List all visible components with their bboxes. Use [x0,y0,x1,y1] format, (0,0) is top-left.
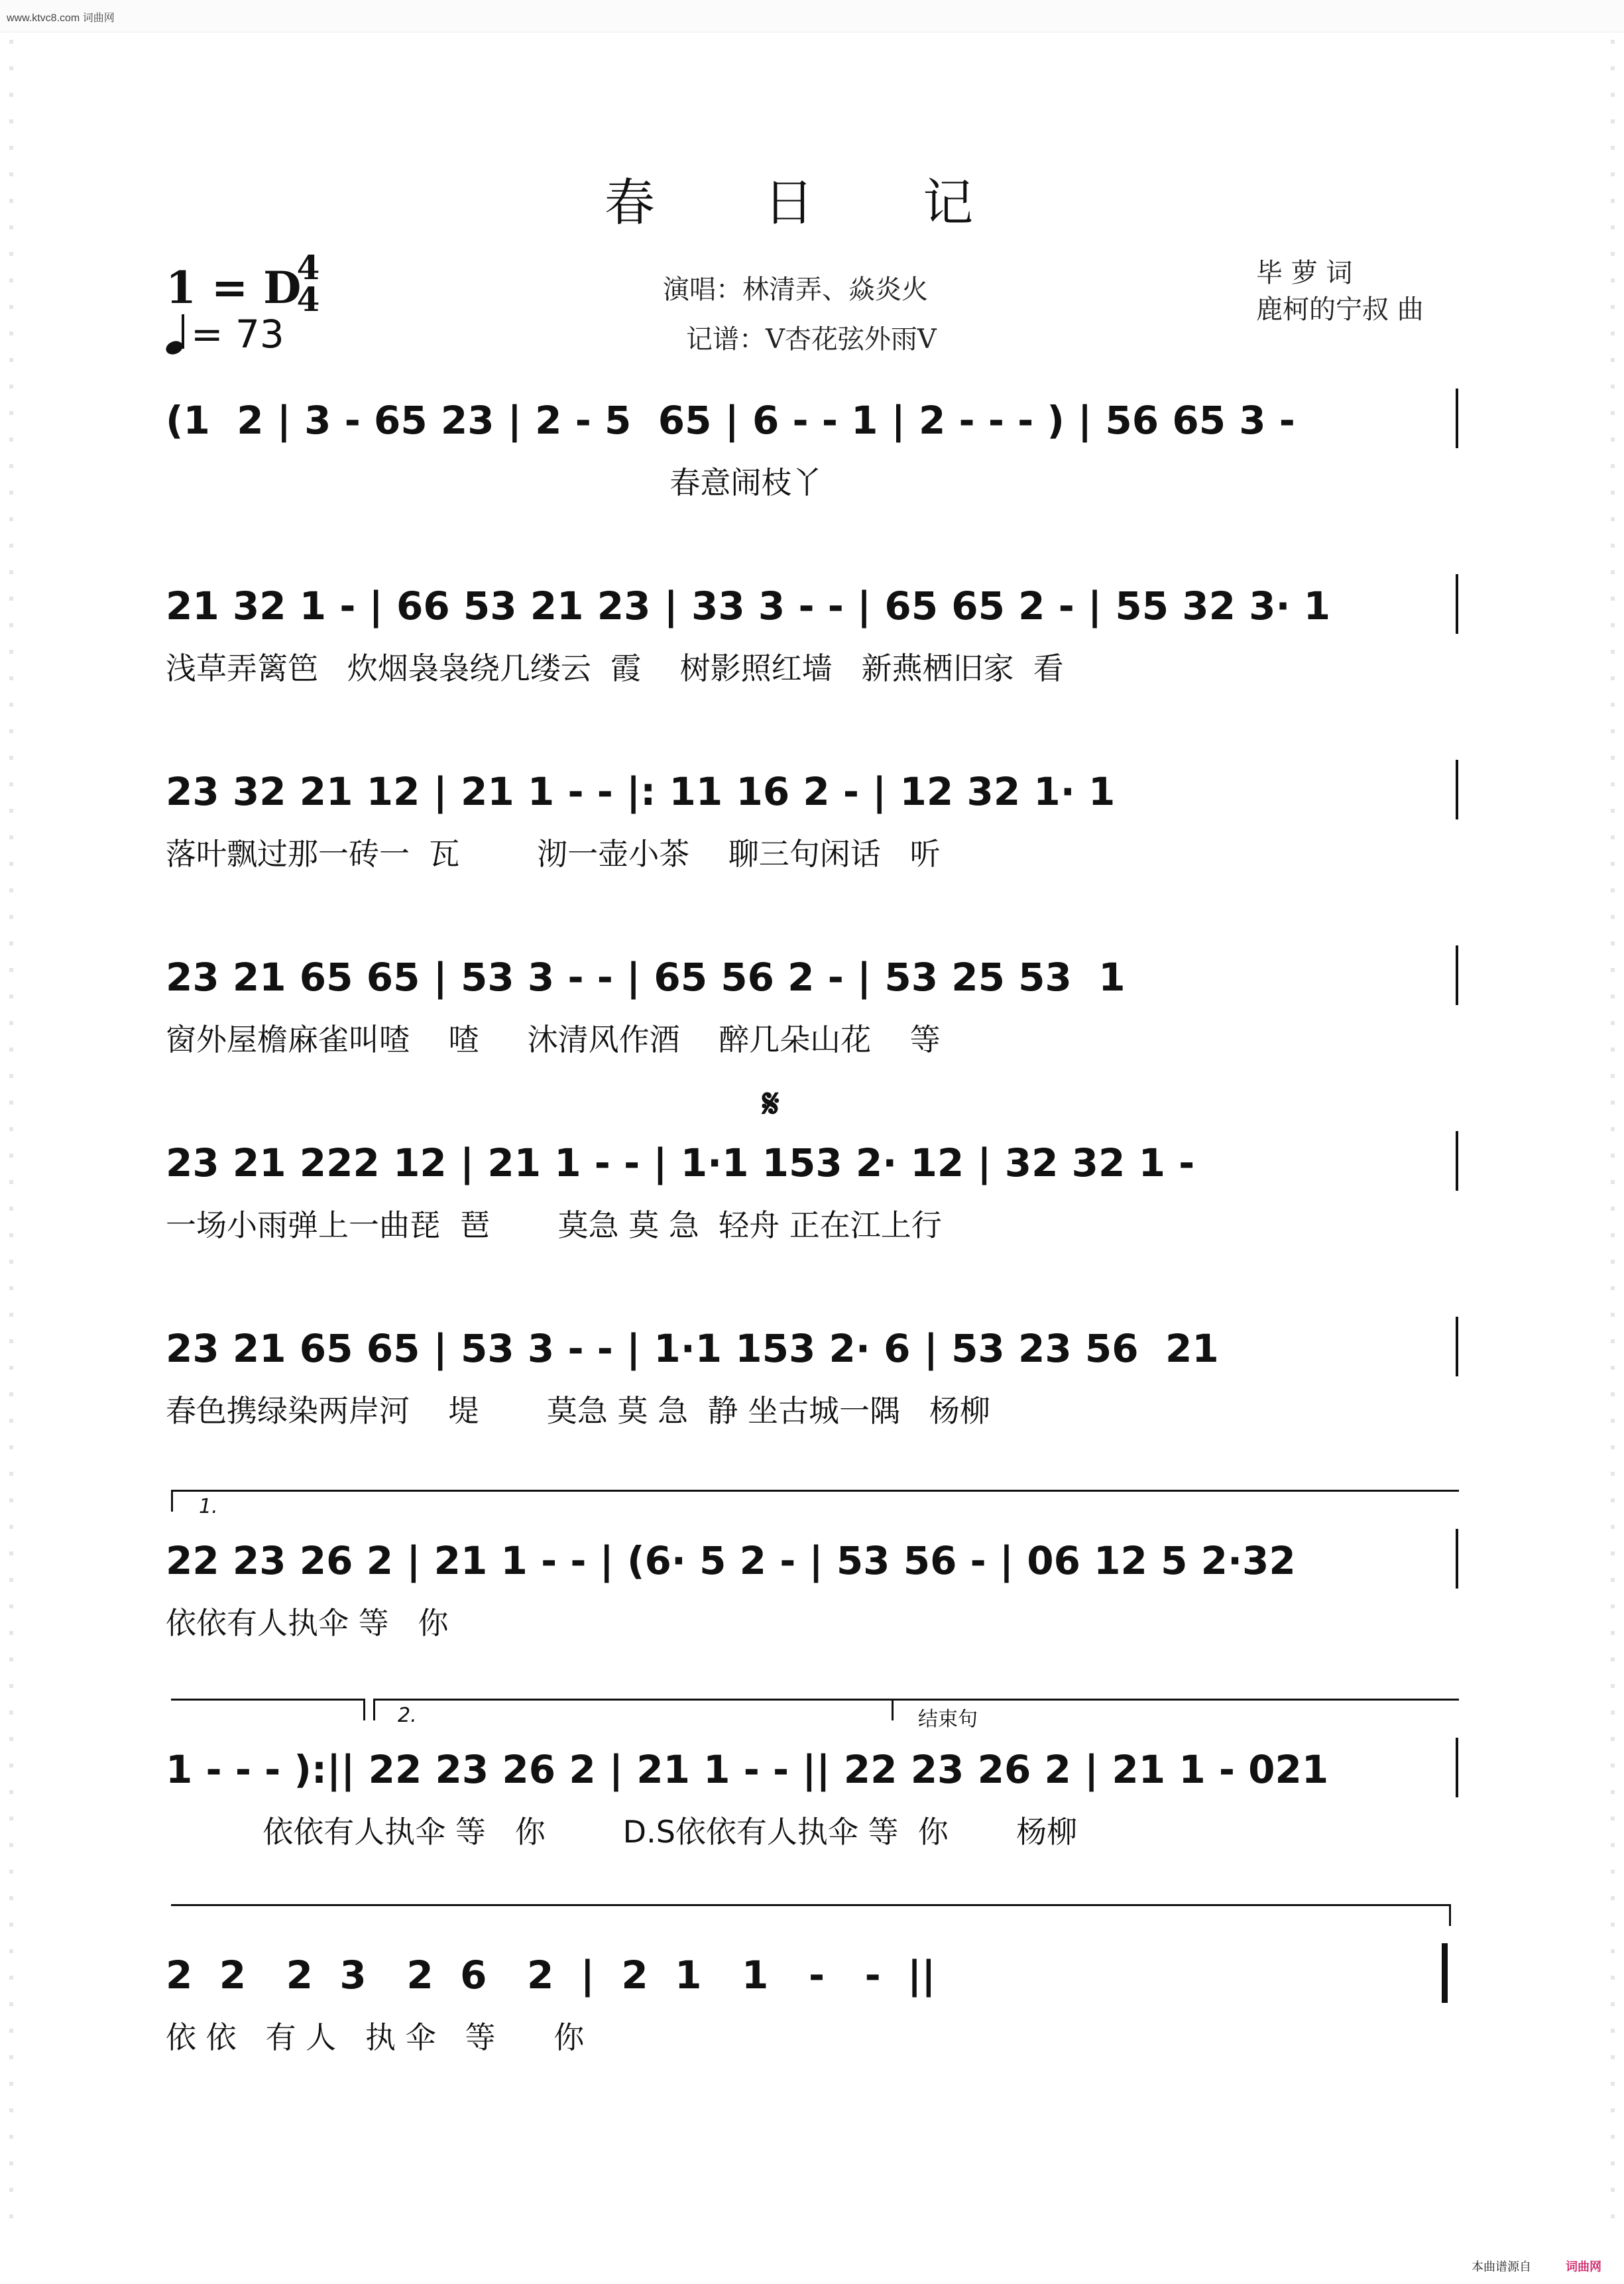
barline [1456,574,1458,634]
notes-line: 23 21 65 65 | 53 3 - - | 65 56 2 - | 53 25 53 1 [166,955,1126,1000]
time-signature [292,248,325,319]
lyrics-line: 春色携绿染两岸河 堤 莫急 莫 急 静 坐古城一隅 杨柳 [166,1393,990,1429]
barline [1456,1738,1458,1797]
lyrics-line: 春意闹枝丫 [166,465,823,501]
tempo-marking [166,312,284,357]
lyrics-line: 浅草弄篱笆 炊烟袅袅绕几缕云 霞 树影照红墙 新燕栖旧家 看 [166,650,1064,686]
quarter-note-icon [166,314,187,354]
site-header: www.ktvc8.com 词曲网 [7,13,115,24]
notes-line: 21 32 1 - | 66 53 21 23 | 33 3 - - | 65 65 2 - | 55 32 3· 1 [166,583,1331,629]
barline [1456,389,1458,448]
notes-line: (1 2 | 3 - 65 23 | 2 - 5 65 | 6 - - 1 | 2 - - - ) | 56 65 3 - [166,398,1295,443]
barline [1456,1529,1458,1589]
meter-top: 4 [296,248,320,287]
ending-label: 结束句 [918,1708,978,1731]
final-barline [1442,1943,1448,2003]
lyrics-line: 依依有人执伞 等 你 D.S依依有人执伞 等 你 杨柳 [166,1814,1078,1850]
footer-site-logo: 词曲网 [1566,2260,1601,2274]
lyrics-line: 依 依 有 人 执 伞 等 你 [166,2019,585,2055]
volta-bracket-1 [171,1490,1459,1512]
key-signature: 1 = D [166,262,302,314]
final-section-bracket [171,1904,1451,1926]
page-title: 春 日 记 [604,173,1020,232]
right-border-pattern [1611,40,1615,2228]
notes-line: 22 23 26 2 | 21 1 - - | (6· 5 2 - | 53 56 - | 06 12 5 2·32 [166,1538,1296,1583]
tempo-value: = 73 [191,312,284,357]
barline [1456,1131,1458,1191]
lyrics-line: 窗外屋檐麻雀叫喳 喳 沐清风作酒 醉几朵山花 等 [166,1022,941,1057]
notes-line: 23 21 65 65 | 53 3 - - | 1·1 153 2· 6 | 53 23 56 21 [166,1326,1219,1371]
top-bar [0,0,1624,32]
notes-line: 23 32 21 12 | 21 1 - - |: 11 16 2 - | 12 32 1· 1 [166,769,1116,814]
meter-bottom: 4 [296,280,320,319]
notes-line: 23 21 222 12 | 21 1 - - | 1·1 153 2· 12 | 32 32 1 - [166,1140,1195,1185]
barline [1456,1317,1458,1376]
volta-label-2: 2. [398,1704,417,1727]
lyricist-credit: 毕 萝 词 [1256,258,1353,288]
left-border-pattern [9,40,13,2228]
lyrics-line: 依依有人执伞 等 你 [166,1605,449,1641]
barline [1456,945,1458,1005]
volta-label-1: 1. [199,1495,218,1518]
composer-credit: 鹿柯的宁叔 曲 [1256,294,1424,325]
notes-line: 2 2 2 3 2 6 2 | 2 1 1 - - || [166,1953,936,1998]
footer-source: 本曲谱源自 [1472,2260,1531,2274]
barline [1456,760,1458,819]
singer-credit: 演唱：林清弄、焱炎火 [663,274,928,305]
volta-bracket-2 [373,1699,892,1720]
lyrics-line: 落叶飘过那一砖一 瓦 沏一壶小茶 聊三句闲话 听 [166,836,941,872]
transcriber-credit: 记谱：V杏花弦外雨V [686,324,937,355]
notes-line: 1 - - - ):|| 22 23 26 2 | 21 1 - - || 22 23 26 2 | 21 1 - 021 [166,1747,1329,1792]
segno-sign: 𝄋 [762,1081,780,1127]
lyrics-line: 一场小雨弹上一曲琵 琶 莫急 莫 急 轻舟 正在江上行 [166,1207,942,1243]
volta-bracket-end-1 [171,1699,365,1720]
